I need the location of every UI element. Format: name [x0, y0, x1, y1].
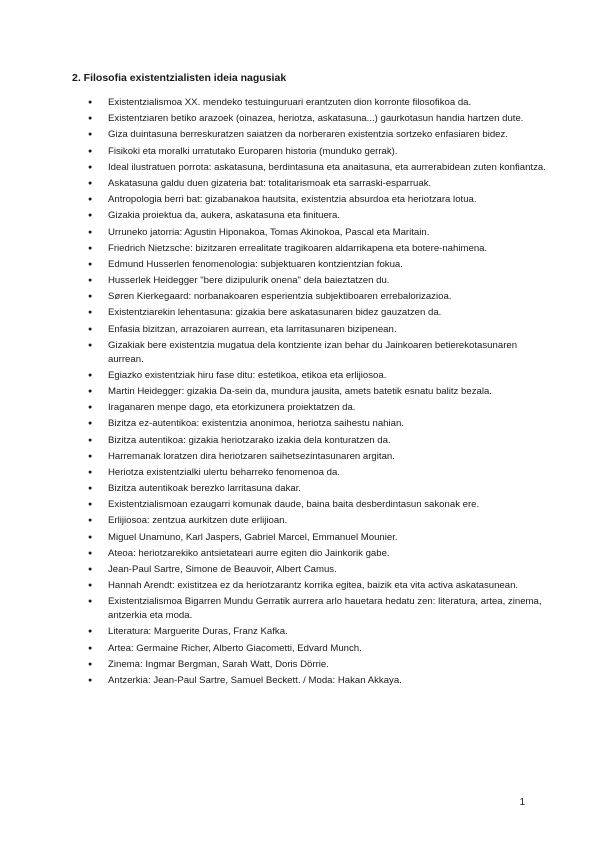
list-item: ● Bizitza ez-autentikoa: existentzia anonimoa, heriotza saihestu nahian. [108, 417, 548, 431]
list-item: ● Bizitza autentikoa: gizakia heriotzarako izakia dela konturatzen da. [108, 434, 548, 448]
list-item: ● Ideal ilustratuen porrota: askatasuna, berdintasuna eta anaitasuna, eta aurrerabidean zuten konfiantza. [108, 161, 548, 175]
list-item: ● Martin Heidegger: gizakia Da-sein da, mundura jausita, amets batetik esnatu balitz bezala. [108, 385, 548, 399]
list-item: ● Urruneko jatorria: Agustin Hiponakoa, Tomas Akinokoa, Pascal eta Maritain. [108, 226, 548, 240]
list-item: ● Friedrich Nietzsche: bizitzaren errealitate tragikoaren aldarrikapena eta botere-nahimena. [108, 242, 548, 256]
bullet-list [80, 96, 548, 690]
list-item: ● Gizakia proiektua da, aukera, askatasuna eta finituera. [108, 209, 548, 223]
list-item: ● Existentziaren betiko arazoek (oinazea, heriotza, askatasuna...) gaurkotasun handia hartzen dute. [108, 112, 548, 126]
list-item: ● Antropologia berri bat: gizabanakoa hautsita, existentzia absurdoa eta heriotzara lotua. [108, 193, 548, 207]
list-item: ● Ateoa: heriotzarekiko antsietateari aurre egiten dio Jainkorik gabe. [108, 547, 548, 561]
list-item: ● Existentzialismoa XX. mendeko testuinguruari erantzuten dion korronte filosofikoa da. [108, 96, 548, 110]
list-item: ● Miguel Unamuno, Karl Jaspers, Gabriel Marcel, Emmanuel Mounier. [108, 531, 548, 545]
list-item: ● Fisikoki eta moralki urratutako Europaren historia (munduko gerrak). [108, 145, 548, 159]
list-item: ● Antzerkia: Jean-Paul Sartre, Samuel Beckett. / Moda: Hakan Akkaya. [108, 674, 548, 688]
list-item: ● Heriotza existentzialki ulertu beharreko fenomenoa da. [108, 466, 548, 480]
section-heading: 2. Filosofia existentzialisten ideia nagusiak [72, 72, 287, 84]
list-item: ● Gizakiak bere existentzia mugatua dela kontziente izan behar du Jainkoaren betierekotasunaren aurrean. [108, 339, 548, 367]
list-item: ● Harremanak loratzen dira heriotzaren saihetsezintasunaren argitan. [108, 450, 548, 464]
list-item: ● Husserlek Heidegger "bere dizipulurik onena" dela baieztatzen du. [108, 274, 548, 288]
list-item: ● Bizitza autentikoak berezko larritasuna dakar. [108, 482, 548, 496]
list-item: ● Enfasia bizitzan, arrazoiaren aurrean, eta larritasunaren bizipenean. [108, 323, 548, 337]
list-item: ● Askatasuna galdu duen gizateria bat: totalitarismoak eta sarraski-esparruak. [108, 177, 548, 191]
page-number: 1 [519, 797, 525, 808]
list-item: ● Edmund Husserlen fenomenologia: subjektuaren kontzientzian fokua. [108, 258, 548, 272]
list-item: ● Hannah Arendt: existitzea ez da heriotzarantz korrika egitea, baizik eta vita activa askatasunean. [108, 579, 548, 593]
list-item: ● Jean-Paul Sartre, Simone de Beauvoir, Albert Camus. [108, 563, 548, 577]
list-item: ● Giza duintasuna berreskuratzen saiatzen da norberaren existentzia sortzeko enfasiaren bidez. [108, 128, 548, 142]
list-item: ● Søren Kierkegaard: norbanakoaren esperientzia subjektiboaren errebalorizazioa. [108, 290, 548, 304]
list-item: ● Egiazko existentziak hiru fase ditu: estetikoa, etikoa eta erlijiosoa. [108, 369, 548, 383]
list-item: ● Artea: Germaine Richer, Alberto Giacometti, Edvard Munch. [108, 642, 548, 656]
list-item: ● Literatura: Marguerite Duras, Franz Kafka. [108, 625, 548, 639]
list-item: ● Existentzialismoa Bigarren Mundu Gerratik aurrera arlo hauetara hedatu zen: literatura, artea, zinema, antzerkia eta moda. [108, 595, 548, 623]
list-item: ● Existentzialismoan ezaugarri komunak daude, baina baita desberdintasun sakonak ere. [108, 498, 548, 512]
list-item: ● Iraganaren menpe dago, eta etorkizunera proiektatzen da. [108, 401, 548, 415]
list-item: ● Zinema: Ingmar Bergman, Sarah Watt, Doris Dörrie. [108, 658, 548, 672]
list-item: ● Existentziarekin lehentasuna: gizakia bere askatasunaren bidez gauzatzen da. [108, 306, 548, 320]
list-item: ● Erlijiosoa: zentzua aurkitzen dute erlijioan. [108, 514, 548, 528]
